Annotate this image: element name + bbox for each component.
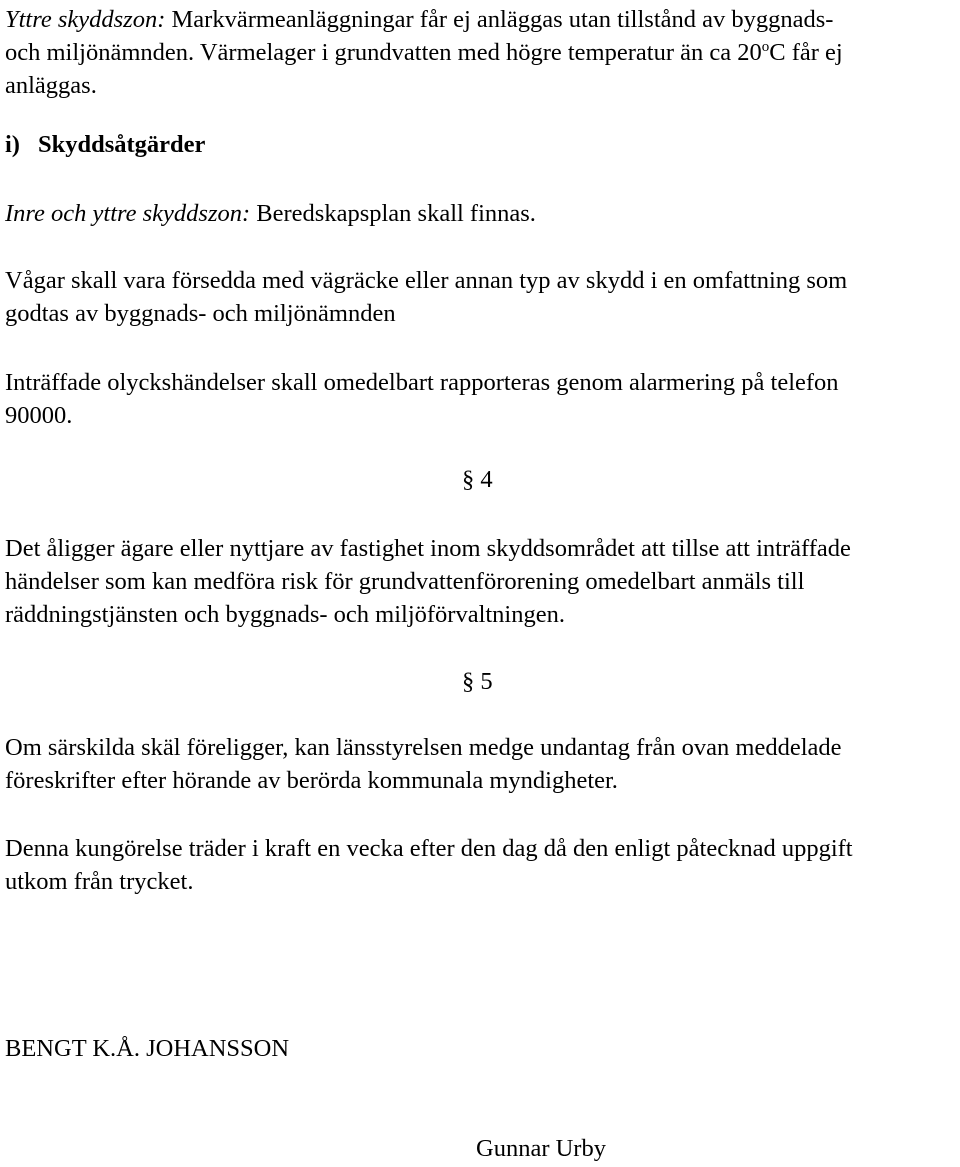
accidents-paragraph	[5, 366, 957, 432]
outer-zone-paragraph	[5, 3, 957, 102]
inner-outer-zone-label: Inre och yttre skyddszon:	[5, 200, 251, 227]
effective-line-2: utkom från trycket.	[5, 868, 194, 895]
roads-line-2: godtas av byggnads- och miljönämnden	[5, 300, 396, 327]
accidents-line-1: Inträffade olyckshändelser skall omedelbart rapporteras genom alarmering på telefon	[5, 369, 839, 396]
outer-zone-text-2b: C får ej	[769, 39, 843, 66]
outer-zone-line-2	[5, 36, 957, 69]
para5-line-2: föreskrifter efter hörande av berörda kommunala myndigheter.	[5, 767, 618, 794]
paragraph-4-text	[5, 532, 957, 631]
inner-outer-zone-text: Beredskapsplan skall finnas.	[250, 200, 536, 227]
outer-zone-line-3: anläggas.	[5, 72, 97, 99]
signature-first: BENGT K.Å. JOHANSSON	[5, 1035, 290, 1062]
effective-line-1: Denna kungörelse träder i kraft en vecka efter den dag då den enligt påtecknad uppgift	[5, 835, 853, 862]
signature-second: Gunnar Urby	[476, 1135, 606, 1162]
outer-zone-line-1	[5, 3, 957, 36]
section-heading	[5, 128, 957, 161]
degree-superscript: o	[761, 39, 770, 55]
effective-paragraph	[5, 832, 957, 898]
outer-zone-text-2a: och miljönämnden. Värmelager i grundvatten med högre temperatur än ca 20	[5, 39, 762, 66]
section-title: Skyddsåtgärder	[37, 131, 206, 158]
paragraph-5-text	[5, 731, 957, 797]
roads-line-1: Vågar skall vara försedda med vägräcke eller annan typ av skydd i en omfattning som	[5, 267, 848, 294]
paragraph-5-mark: § 5	[462, 668, 493, 695]
roads-paragraph	[5, 264, 957, 330]
section-number: i)	[5, 131, 20, 158]
inner-outer-zone-paragraph	[5, 197, 957, 230]
para4-line-3: räddningstjänsten och byggnads- och miljöförvaltningen.	[5, 601, 565, 628]
accidents-line-2: 90000.	[5, 402, 73, 429]
para4-line-1: Det åligger ägare eller nyttjare av fastighet inom skyddsområdet att tillse att inträffade	[5, 535, 851, 562]
outer-zone-text-1: Markvärmeanläggningar får ej anläggas utan tillstånd av byggnads-	[165, 6, 834, 33]
para4-line-2: händelser som kan medföra risk för grundvattenförorening omedelbart anmäls till	[5, 568, 805, 595]
paragraph-4-mark: § 4	[462, 466, 493, 493]
para5-line-1: Om särskilda skäl föreligger, kan länsstyrelsen medge undantag från ovan meddelade	[5, 734, 842, 761]
outer-zone-label: Yttre skyddszon:	[5, 6, 166, 33]
